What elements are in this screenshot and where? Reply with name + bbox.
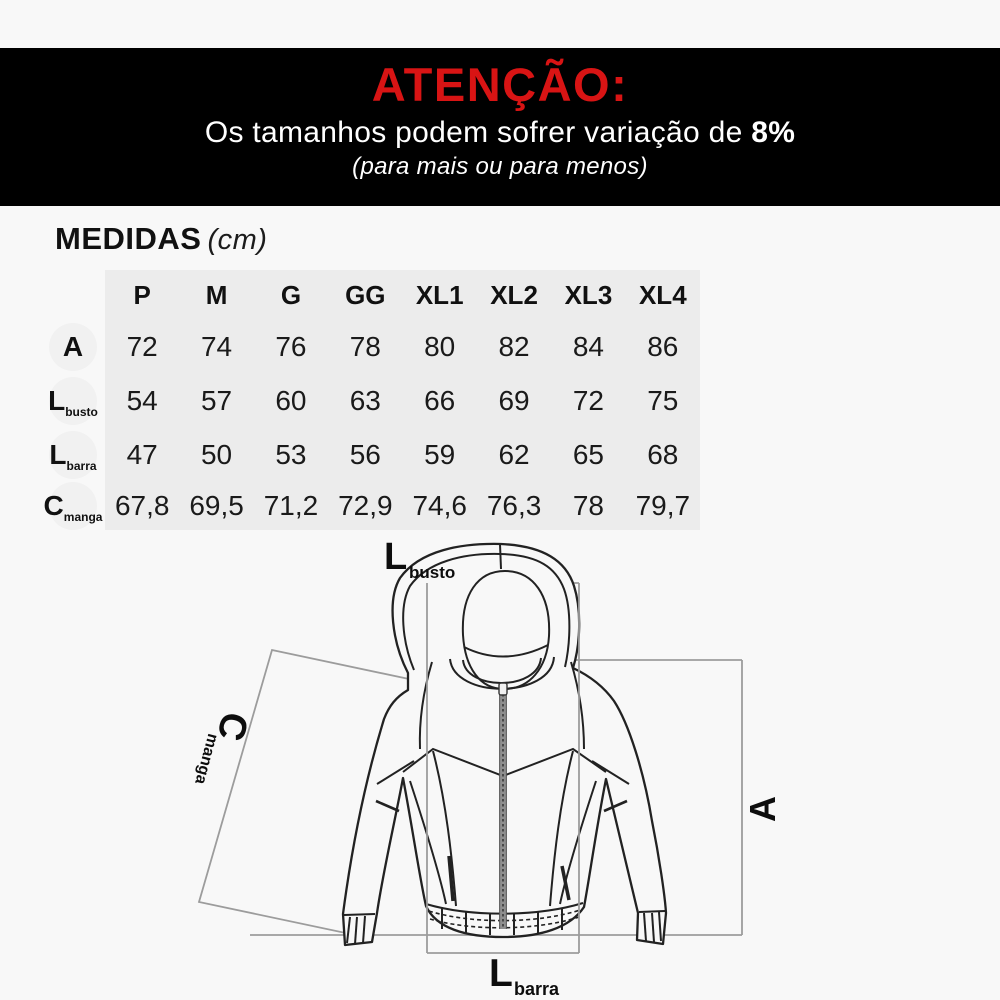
cell: 69 bbox=[498, 385, 530, 416]
label-manga-main: C bbox=[208, 707, 256, 746]
label-busto-main: L bbox=[384, 536, 408, 578]
zipper bbox=[499, 683, 507, 929]
label-manga-sub: manga bbox=[191, 731, 222, 786]
cell: 80 bbox=[424, 331, 456, 362]
cell: 63 bbox=[349, 385, 381, 416]
label-barra-sub: barra bbox=[514, 979, 560, 999]
cell: 54 bbox=[126, 385, 158, 416]
cell: 62 bbox=[498, 439, 530, 470]
cell: 78 bbox=[572, 490, 605, 521]
label-busto-sub: busto bbox=[409, 563, 456, 582]
cell: 57 bbox=[200, 385, 233, 416]
cell: 69,5 bbox=[189, 490, 244, 521]
zipper-pull bbox=[499, 683, 507, 695]
cell: 71,2 bbox=[263, 490, 319, 521]
section-title: MEDIDAS bbox=[55, 221, 202, 256]
cell: 50 bbox=[200, 439, 233, 470]
cell: 65 bbox=[572, 439, 605, 470]
cell: 67,8 bbox=[114, 490, 170, 521]
cell: 79,7 bbox=[635, 490, 691, 521]
cell: 72 bbox=[572, 385, 605, 416]
col-header: G bbox=[280, 279, 302, 310]
cell: 68 bbox=[647, 439, 679, 470]
cell: 84 bbox=[572, 331, 605, 362]
col-header: M bbox=[205, 279, 228, 310]
cuff-right bbox=[639, 911, 665, 912]
row-label-sub: manga bbox=[63, 510, 103, 524]
label-barra-main: L bbox=[489, 952, 513, 995]
cell: 72 bbox=[126, 331, 158, 362]
cell: 56 bbox=[349, 439, 381, 470]
row-label-sub: busto bbox=[65, 405, 98, 419]
label-altura: A bbox=[742, 796, 783, 822]
cell: 78 bbox=[349, 331, 381, 362]
cell: 74 bbox=[200, 331, 233, 362]
cell: 47 bbox=[126, 439, 158, 470]
col-header: XL1 bbox=[415, 279, 464, 310]
warning-title: ATENÇÃO: bbox=[371, 58, 629, 111]
col-header: P bbox=[133, 279, 151, 310]
cell: 53 bbox=[275, 439, 307, 470]
warning-subtext: (para mais ou para menos) bbox=[352, 153, 648, 181]
cell: 72,9 bbox=[338, 490, 393, 521]
col-header: GG bbox=[345, 279, 386, 310]
row-label-main: C bbox=[43, 490, 64, 521]
cell: 75 bbox=[647, 385, 679, 416]
row-label-main: L bbox=[49, 439, 67, 470]
cuff-left bbox=[344, 914, 375, 915]
cell: 76 bbox=[275, 331, 307, 362]
cell: 66 bbox=[424, 385, 456, 416]
row-label-sub: barra bbox=[66, 459, 97, 473]
cell: 76,3 bbox=[486, 490, 542, 521]
cell: 86 bbox=[647, 331, 679, 362]
warning-text-normal: Os tamanhos podem sofrer variação de bbox=[204, 116, 752, 150]
cell: 82 bbox=[498, 331, 530, 362]
cell: 59 bbox=[424, 439, 456, 470]
row-label-main: A bbox=[62, 331, 84, 362]
warning-text-percent: 8% bbox=[751, 116, 796, 150]
col-header: XL3 bbox=[564, 279, 613, 310]
cell: 60 bbox=[275, 385, 307, 416]
row-label-main: L bbox=[48, 385, 66, 416]
col-header: XL2 bbox=[490, 279, 538, 310]
col-header: XL4 bbox=[638, 279, 687, 310]
cell: 74,6 bbox=[412, 490, 467, 521]
section-unit: (cm) bbox=[207, 224, 268, 256]
